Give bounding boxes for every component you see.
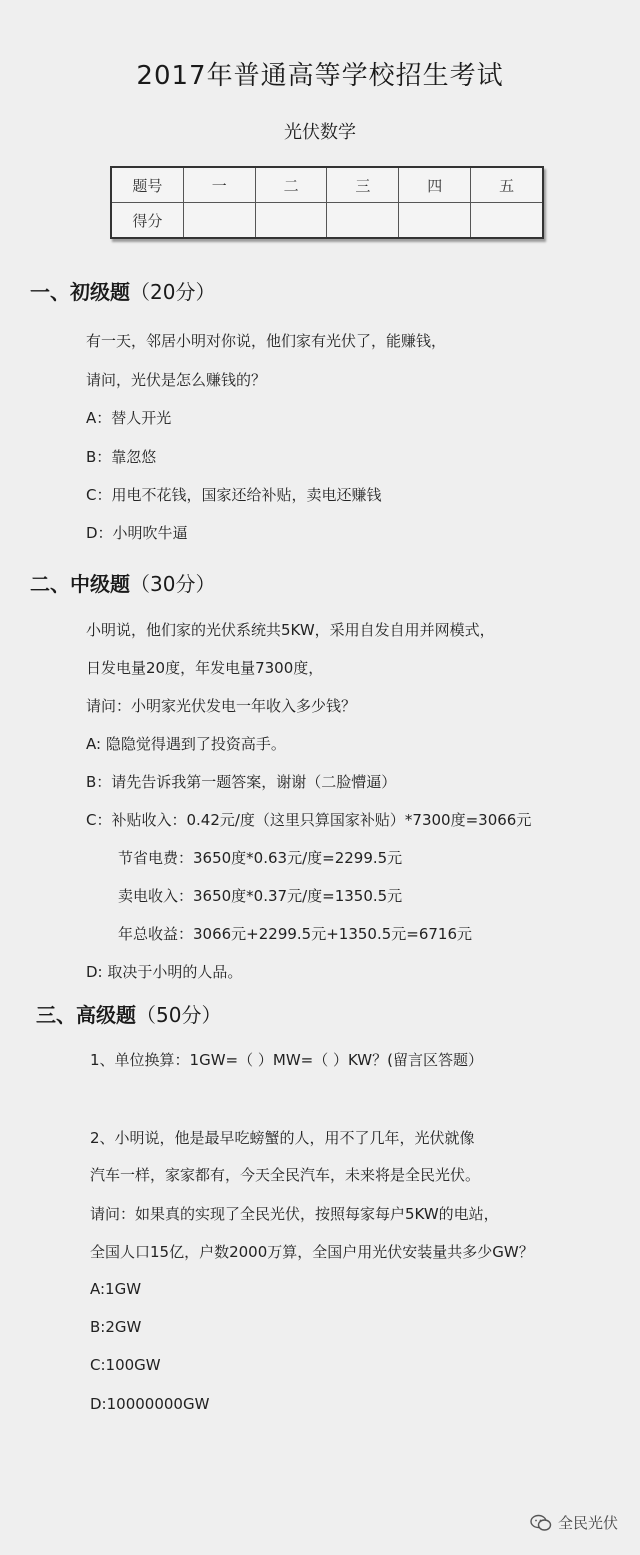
score-table: [110, 166, 544, 239]
score-table-cell: 一: [183, 167, 255, 203]
answer-detail: 年总收益：3066元+2299.5元+1350.5元=6716元: [118, 925, 473, 943]
question-line: 1、单位换算：1GW=（ ）MW=（ ）KW？(留言区答题）: [90, 1051, 483, 1069]
score-table-score-row: [111, 203, 543, 239]
score-table-cell: 三: [327, 167, 399, 203]
score-table-header-row: [111, 167, 543, 203]
score-table-empty-cell: [399, 203, 471, 239]
section-points: （50分）: [136, 1003, 222, 1027]
section-title: 二、中级题: [30, 572, 130, 596]
answer-option: A：替人开光: [86, 409, 172, 427]
answer-option: D: 取决于小明的人品。: [86, 963, 243, 981]
exam-subtitle: 光伏数学: [284, 122, 356, 143]
section-points: （30分）: [130, 572, 216, 596]
answer-detail: 节省电费：3650度*0.63元/度=2299.5元: [118, 849, 403, 867]
question-line: 全国人口15亿，户数2000万算，全国户用光伏安装量共多少GW？: [90, 1243, 534, 1261]
wechat-icon: [530, 1514, 552, 1532]
answer-option: C：补贴收入：0.42元/度（这里只算国家补贴）*7300度=3066元: [86, 811, 532, 829]
score-table-cell: 五: [471, 167, 543, 203]
answer-option: C：用电不花钱，国家还给补贴，卖电还赚钱: [86, 486, 382, 504]
score-table-cell: 二: [255, 167, 327, 203]
score-table-cell: 四: [399, 167, 471, 203]
answer-option: D:10000000GW: [90, 1395, 210, 1413]
answer-option: B：请先告诉我第一题答案，谢谢（二脸懵逼）: [86, 773, 397, 791]
score-table-empty-cell: [327, 203, 399, 239]
question-line: 小明说，他们家的光伏系统共5KW，采用自发自用并网模式，: [86, 621, 495, 639]
answer-detail: 卖电收入：3650度*0.37元/度=1350.5元: [118, 887, 403, 905]
question-line: 汽车一样，家家都有，今天全民汽车，未来将是全民光伏。: [90, 1166, 481, 1184]
question-line: 请问：小明家光伏发电一年收入多少钱？: [86, 697, 357, 715]
answer-option: C:100GW: [90, 1356, 161, 1374]
question-line: 有一天，邻居小明对你说，他们家有光伏了，能赚钱，: [86, 332, 447, 350]
watermark: [530, 1512, 618, 1533]
watermark-text: 全民光伏: [558, 1514, 619, 1532]
question-line: 日发电量20度，年发电量7300度，: [86, 659, 324, 677]
score-table-cell: 题号: [111, 167, 183, 203]
section-title: 三、高级题: [36, 1003, 136, 1027]
question-line: 请问：如果真的实现了全民光伏，按照每家每户5KW的电站，: [90, 1205, 499, 1223]
answer-option: A: 隐隐觉得遇到了投资高手。: [86, 735, 286, 753]
question-line: 2、小明说，他是最早吃螃蟹的人，用不了几年，光伏就像: [90, 1129, 475, 1147]
score-table-empty-cell: [183, 203, 255, 239]
section-points: （20分）: [130, 280, 216, 304]
answer-option: A:1GW: [90, 1280, 142, 1298]
answer-option: B：靠忽悠: [86, 448, 157, 466]
section-title: 一、初级题: [30, 280, 130, 304]
score-table-empty-cell: [255, 203, 327, 239]
answer-option: D：小明吹牛逼: [86, 524, 188, 542]
answer-option: B:2GW: [90, 1318, 142, 1336]
score-row-label: 得分: [111, 203, 183, 239]
exam-title: 2017年普通高等学校招生考试: [136, 61, 504, 91]
section-heading-1: [30, 276, 215, 305]
score-table-empty-cell: [471, 203, 543, 239]
question-line: 请问，光伏是怎么赚钱的？: [86, 371, 267, 389]
section-heading-3: [36, 999, 221, 1028]
section-heading-2: [30, 568, 215, 597]
